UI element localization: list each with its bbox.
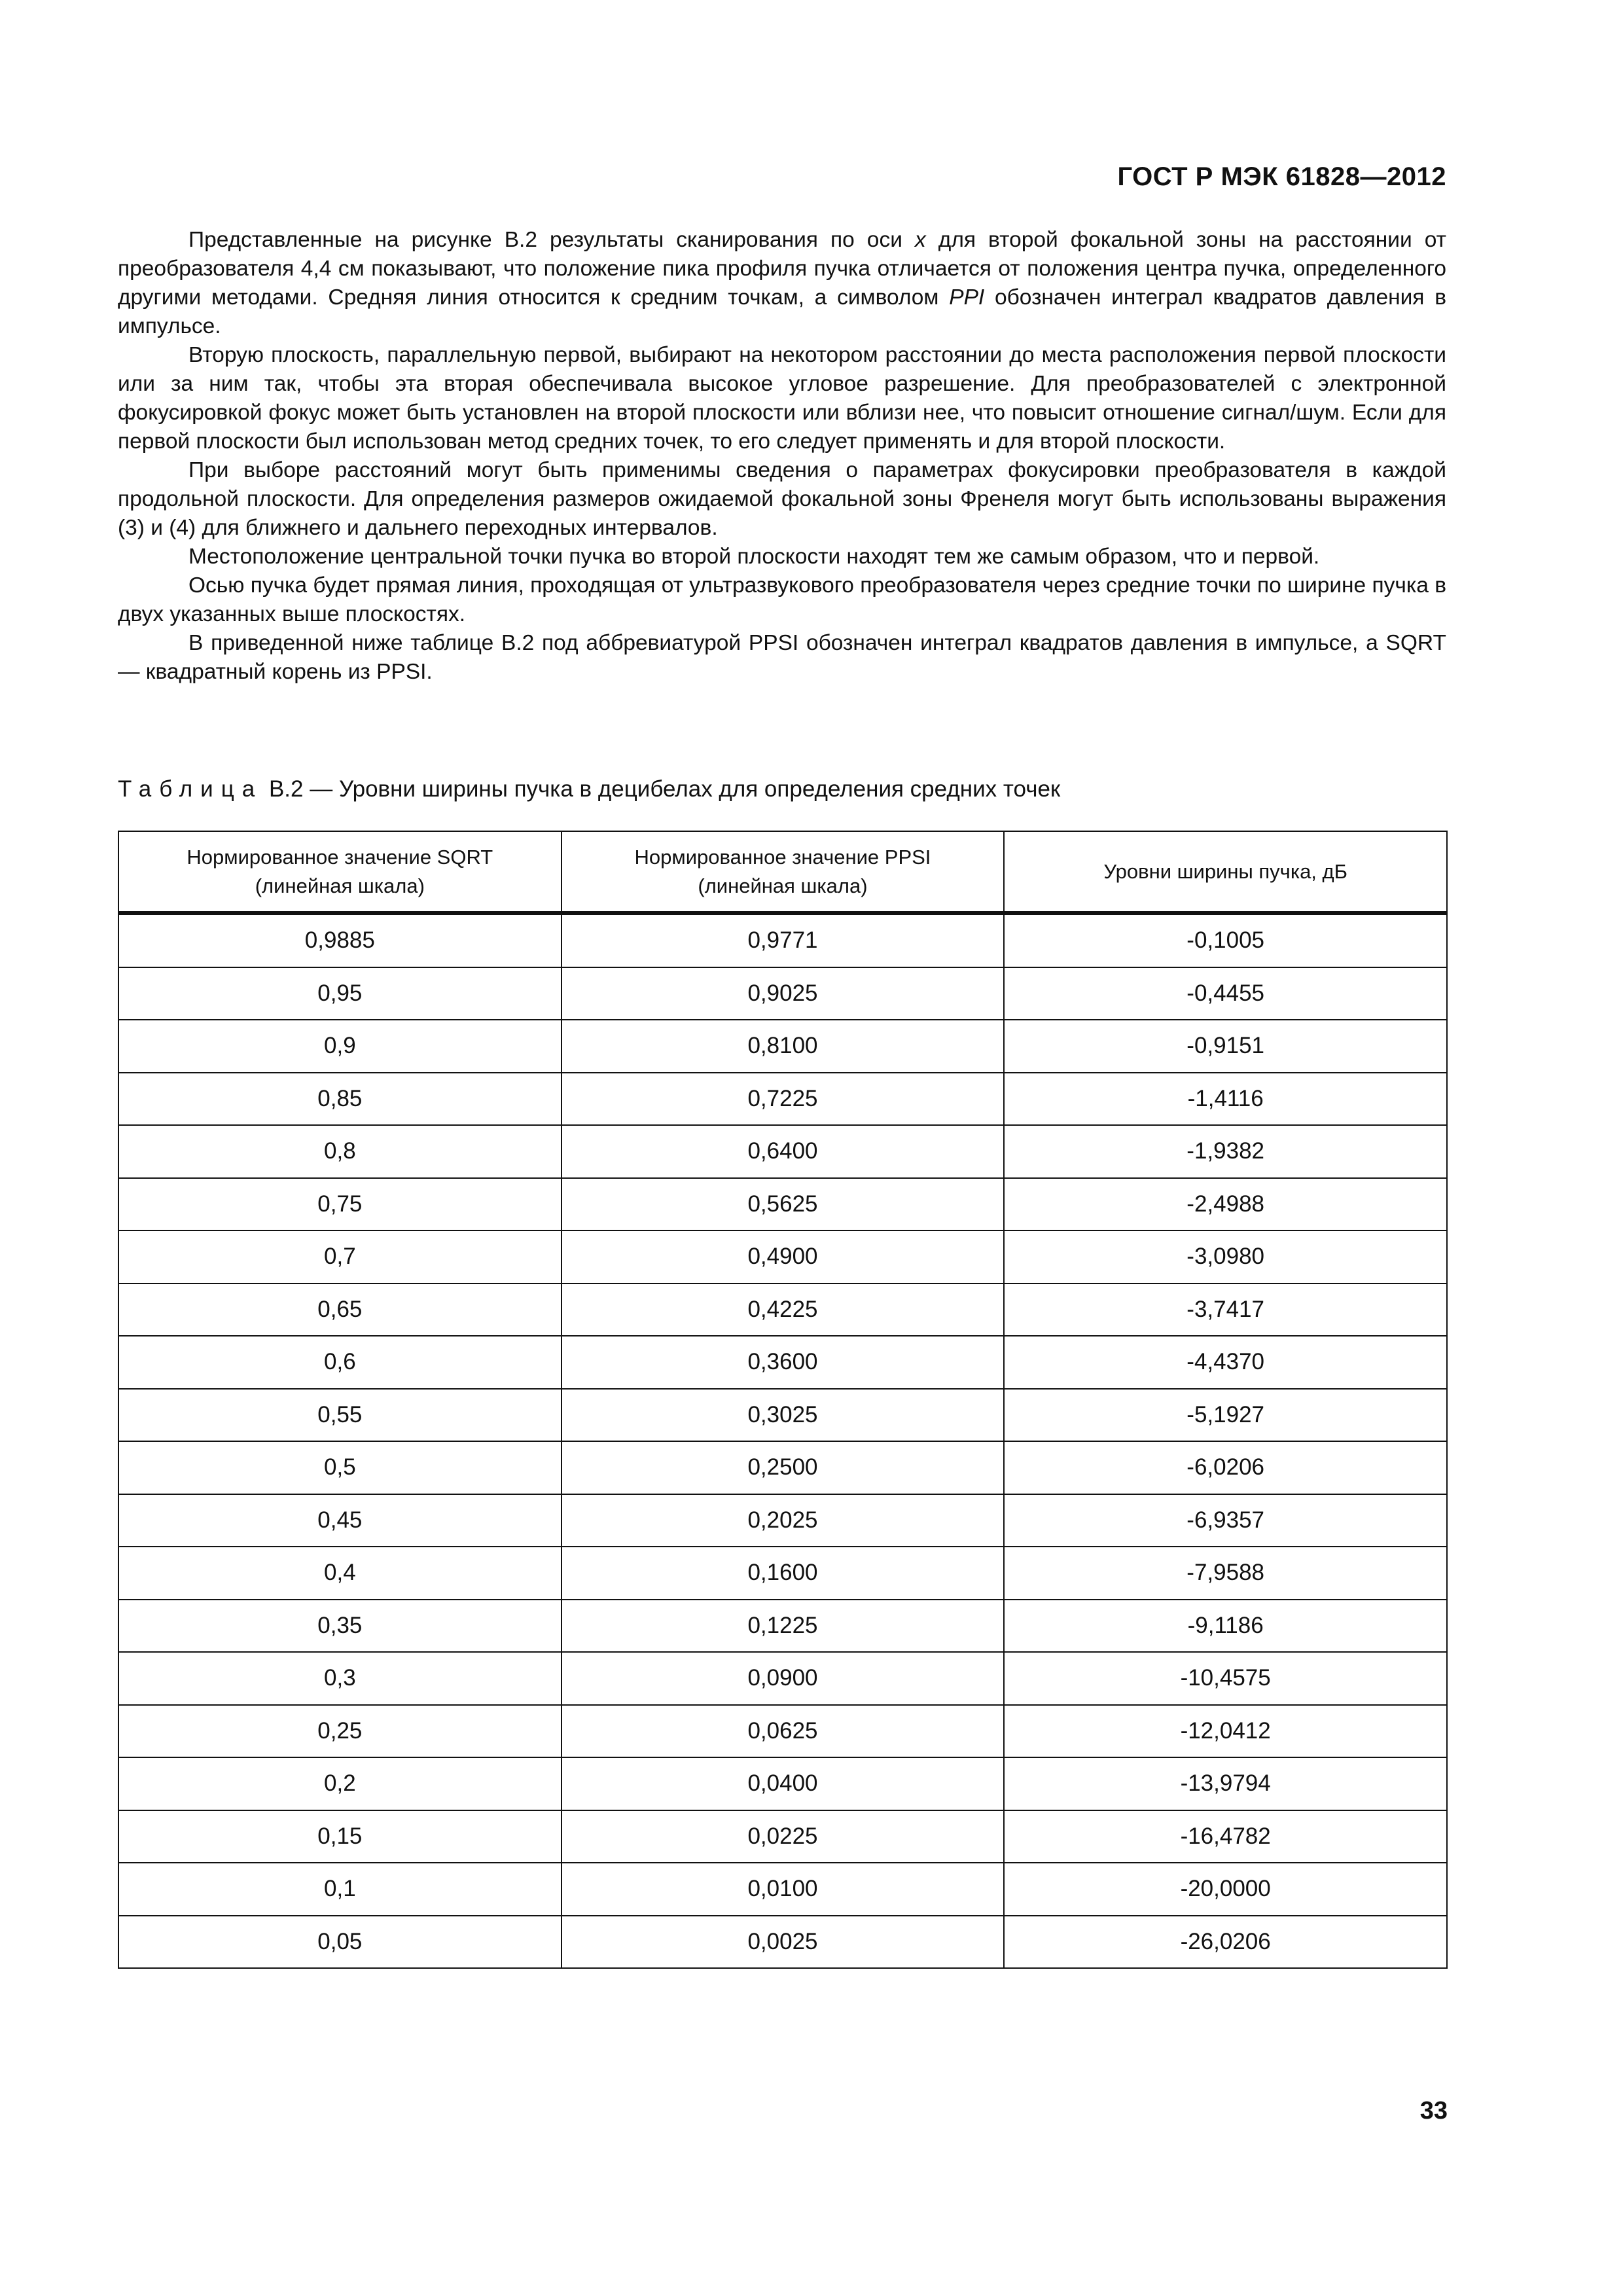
cell-level-db: -6,9357: [1004, 1494, 1447, 1547]
cell-sqrt: 0,1: [118, 1863, 562, 1916]
cell-level-db: -16,4782: [1004, 1810, 1447, 1863]
paragraph-1-part-b: для второй фокальной зоны на расстоянии от преобразователя 4,4 см показывают, что положение пика профиля пучка отличается от положения центра пучка, определенного другими методами. Средняя линия относится к средним точкам, а символом: [118, 228, 1446, 310]
table-row: [118, 1283, 1447, 1336]
cell-level-db: -3,0980: [1004, 1230, 1447, 1283]
cell-level-db: -4,4370: [1004, 1336, 1447, 1389]
table-caption: [118, 776, 1060, 802]
paragraph-1-part-c: обозначен интеграл квадратов давления в импульсе.: [118, 285, 1446, 338]
cell-ppsi: 0,3025: [562, 1389, 1005, 1442]
cell-ppsi: 0,1225: [562, 1600, 1005, 1653]
cell-level-db: -7,9588: [1004, 1547, 1447, 1600]
cell-level-db: -0,9151: [1004, 1020, 1447, 1073]
paragraph-1: [118, 226, 1446, 341]
cell-level-db: -0,1005: [1004, 913, 1447, 967]
cell-sqrt: 0,35: [118, 1600, 562, 1653]
paragraph-6: В приведенной ниже таблице В.2 под аббревиатурой PPSI обозначен интеграл квадратов давления в импульсе, а SQRT — квадратный корень из PPSI.: [118, 631, 1446, 684]
cell-sqrt: 0,85: [118, 1073, 562, 1126]
cell-level-db: -10,4575: [1004, 1652, 1447, 1705]
cell-ppsi: 0,2500: [562, 1441, 1005, 1494]
cell-ppsi: 0,8100: [562, 1020, 1005, 1073]
document-header-id: ГОСТ Р МЭК 61828—2012: [1117, 162, 1446, 191]
cell-ppsi: 0,4225: [562, 1283, 1005, 1336]
table-header-row: [118, 831, 1447, 913]
header-level-db: Уровни ширины пучка, дБ: [1004, 831, 1447, 913]
cell-sqrt: 0,15: [118, 1810, 562, 1863]
cell-sqrt: 0,25: [118, 1705, 562, 1758]
cell-sqrt: 0,9: [118, 1020, 562, 1073]
cell-ppsi: 0,5625: [562, 1178, 1005, 1231]
table-row: [118, 1547, 1447, 1600]
table-caption-title: В.2 — Уровни ширины пучка в децибелах для определения средних точек: [262, 776, 1061, 802]
beam-width-table: [118, 831, 1448, 1969]
table-body: [118, 913, 1447, 1968]
cell-level-db: -5,1927: [1004, 1389, 1447, 1442]
cell-level-db: -12,0412: [1004, 1705, 1447, 1758]
cell-level-db: -3,7417: [1004, 1283, 1447, 1336]
table-row: [118, 1757, 1447, 1810]
table-row: [118, 1600, 1447, 1653]
cell-ppsi: 0,0025: [562, 1916, 1005, 1969]
cell-sqrt: 0,9885: [118, 913, 562, 967]
axis-x-symbol: x: [914, 228, 926, 252]
cell-ppsi: 0,3600: [562, 1336, 1005, 1389]
table-row: [118, 1810, 1447, 1863]
cell-sqrt: 0,45: [118, 1494, 562, 1547]
cell-sqrt: 0,3: [118, 1652, 562, 1705]
cell-ppsi: 0,0900: [562, 1652, 1005, 1705]
table-row: [118, 1863, 1447, 1916]
table-row: [118, 1336, 1447, 1389]
cell-sqrt: 0,75: [118, 1178, 562, 1231]
paragraph-3: При выборе расстояний могут быть применимы сведения о параметрах фокусировки преобразователя в каждой продольной плоскости. Для определения размеров ожидаемой фокальной зоны Френеля могут быть использованы выражения (3) и (4) для ближнего и дальнего переходных интервалов.: [118, 458, 1446, 540]
cell-level-db: -6,0206: [1004, 1441, 1447, 1494]
cell-ppsi: 0,0625: [562, 1705, 1005, 1758]
header-ppsi: Нормированное значение PPSI (линейная шкала): [562, 831, 1005, 913]
cell-level-db: -20,0000: [1004, 1863, 1447, 1916]
cell-ppsi: 0,0400: [562, 1757, 1005, 1810]
cell-sqrt: 0,5: [118, 1441, 562, 1494]
table-row: [118, 1494, 1447, 1547]
cell-ppsi: 0,9771: [562, 913, 1005, 967]
table-row: [118, 1230, 1447, 1283]
cell-ppsi: 0,7225: [562, 1073, 1005, 1126]
paragraph-5: Осью пучка будет прямая линия, проходящая от ультразвукового преобразователя через средние точки по ширине пучка в двух указанных выше плоскостях.: [118, 573, 1446, 626]
table-caption-word: Таблица: [118, 776, 263, 802]
cell-ppsi: 0,1600: [562, 1547, 1005, 1600]
cell-level-db: -13,9794: [1004, 1757, 1447, 1810]
cell-sqrt: 0,7: [118, 1230, 562, 1283]
cell-sqrt: 0,2: [118, 1757, 562, 1810]
cell-level-db: -0,4455: [1004, 967, 1447, 1020]
cell-sqrt: 0,6: [118, 1336, 562, 1389]
cell-sqrt: 0,8: [118, 1125, 562, 1178]
cell-sqrt: 0,05: [118, 1916, 562, 1969]
table-row: [118, 1652, 1447, 1705]
table-row: [118, 913, 1447, 967]
cell-sqrt: 0,65: [118, 1283, 562, 1336]
body-text: [118, 226, 1446, 687]
cell-ppsi: 0,0225: [562, 1810, 1005, 1863]
cell-level-db: -2,4988: [1004, 1178, 1447, 1231]
table-row: [118, 967, 1447, 1020]
cell-level-db: -1,4116: [1004, 1073, 1447, 1126]
cell-sqrt: 0,95: [118, 967, 562, 1020]
cell-sqrt: 0,55: [118, 1389, 562, 1442]
table-row: [118, 1389, 1447, 1442]
cell-ppsi: 0,6400: [562, 1125, 1005, 1178]
cell-ppsi: 0,9025: [562, 967, 1005, 1020]
paragraph-4: Местоположение центральной точки пучка во второй плоскости находят тем же самым образом, что и первой.: [188, 545, 1320, 569]
cell-ppsi: 0,2025: [562, 1494, 1005, 1547]
table-row: [118, 1125, 1447, 1178]
table-row: [118, 1705, 1447, 1758]
table-row: [118, 1020, 1447, 1073]
cell-sqrt: 0,4: [118, 1547, 562, 1600]
ppi-symbol: PPI: [949, 285, 985, 310]
cell-level-db: -26,0206: [1004, 1916, 1447, 1969]
header-sqrt: Нормированное значение SQRT (линейная шкала): [118, 831, 562, 913]
table-row: [118, 1441, 1447, 1494]
cell-ppsi: 0,4900: [562, 1230, 1005, 1283]
cell-level-db: -1,9382: [1004, 1125, 1447, 1178]
table-row: [118, 1916, 1447, 1969]
page-number: 33: [1419, 2097, 1448, 2125]
cell-ppsi: 0,0100: [562, 1863, 1005, 1916]
paragraph-2: Вторую плоскость, параллельную первой, выбирают на некотором расстоянии до места расположения первой плоскости или за ним так, чтобы эта вторая обеспечивала высокое угловое разрешение. Для преобразователей с электронной фокусировкой фокус может быть установлен на второй плоскости или вблизи нее, что повысит отношение сигнал/шум. Если для первой плоскости был использован метод средних точек, то его следует применять и для второй плоскости.: [118, 343, 1446, 454]
cell-level-db: -9,1186: [1004, 1600, 1447, 1653]
table-row: [118, 1178, 1447, 1231]
table-row: [118, 1073, 1447, 1126]
paragraph-1-part-a: Представленные на рисунке В.2 результаты сканирования по оси: [188, 228, 915, 252]
